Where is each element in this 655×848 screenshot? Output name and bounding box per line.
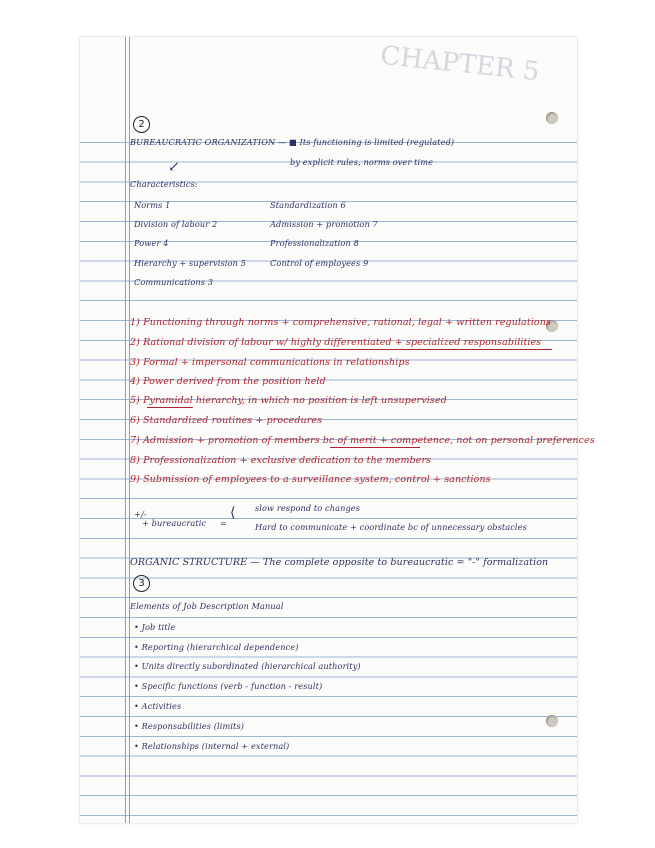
job-manual-item: • Units directly subordinated (hierarchical authority) [134,661,361,671]
numbered-point: 8) Professionalization + exclusive dedication to the members [130,455,432,466]
numbered-point: 9) Submission of employees to a surveillance system, control + sanctions [130,474,491,485]
section-number-2: 2 [133,116,150,133]
characteristic-left: Division of labour 2 [134,219,218,229]
characteristic-left: Communications 3 [134,277,214,287]
characteristic-right: Professionalization 8 [270,238,359,248]
bureaucratic-item: slow respond to changes [255,503,361,513]
arrow-down-icon: ↙ [168,159,180,175]
margin-line [129,37,130,823]
numbered-point: 2) Rational division of labour w/ highly differentiated + specialized responsabilities [130,337,542,348]
numbered-point: 7) Admission + promotion of members bc of merit + competence, not on personal preferences [130,435,595,446]
section2-title-line2: by explicit rules, norms over time [290,157,434,167]
notebook-page [80,37,595,823]
numbered-point: 6) Standardized routines + procedures [130,415,323,426]
job-manual-item: • Relationships (internal + external) [134,741,290,751]
equals-sign: = [220,518,227,528]
numbered-point: 3) Formal + impersonal communications in relationships [130,357,410,368]
section-number-3: 3 [133,575,150,592]
numbered-point: 5) Pyramidal hierarchy, in which no position is left unsupervised [130,395,447,406]
job-manual-item: • Reporting (hierarchical dependence) [134,642,299,652]
characteristic-left: Hierarchy + supervision 5 [134,258,246,268]
bureaucratic-sign: +/- [134,509,147,519]
section2-title-line1: BUREAUCRATIC ORGANIZATION — ■ Its functioning is limited (regulated) [130,137,455,147]
characteristic-right: Standardization 6 [270,200,346,210]
section3-title: Elements of Job Description Manual [130,601,284,611]
bureaucratic-label: + bureaucratic [142,518,207,528]
binder-hole [546,112,558,124]
page-heading: CHAPTER 5 [378,40,541,88]
organic-structure: ORGANIC STRUCTURE — The complete opposite to bureaucratic = "-" formalization [130,557,549,568]
binder-hole [546,715,558,727]
bureaucratic-item: Hard to communicate + coordinate bc of unnecessary obstacles [255,522,527,532]
job-manual-item: • Activities [134,701,182,711]
red-underline [147,407,193,408]
bracket-icon: ⟨ [230,505,236,521]
job-manual-item: • Job title [134,622,176,632]
red-underline [330,447,420,448]
red-underline [270,349,552,350]
numbered-point: 4) Power derived from the position held [130,376,326,387]
characteristic-right: Control of employees 9 [270,258,369,268]
job-manual-item: • Specific functions (verb - function - result) [134,681,323,691]
characteristic-left: Power 4 [134,238,169,248]
margin-line [125,37,126,823]
job-manual-item: • Responsabilities (limits) [134,721,245,731]
characteristic-right: Admission + promotion 7 [270,219,378,229]
characteristic-left: Norms 1 [134,200,171,210]
numbered-point: 1) Functioning through norms + comprehensive, rational, legal + written regulations [130,317,551,328]
characteristics-label: Characteristics: [130,179,198,189]
